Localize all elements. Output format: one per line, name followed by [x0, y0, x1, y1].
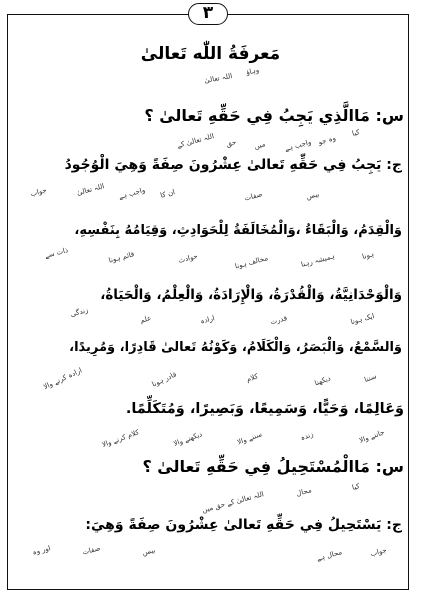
gloss: زندگی: [69, 306, 90, 319]
gloss: قدرت: [269, 314, 289, 327]
gloss: دیکھنا: [313, 374, 332, 388]
gloss: صفات: [81, 544, 102, 557]
gloss: ہونا: [361, 250, 375, 261]
gloss: محال: [295, 486, 313, 498]
gloss: ذات سے: [43, 246, 69, 261]
gloss: اور وہ: [31, 544, 52, 557]
gloss: کیا: [351, 128, 361, 138]
gloss: سننا: [363, 372, 378, 384]
gloss: ان کا: [159, 188, 176, 200]
gloss: واجب ہے: [117, 186, 147, 201]
gloss: زندہ: [299, 430, 315, 443]
gloss: جواب: [29, 186, 48, 199]
gloss: بیس: [305, 190, 321, 202]
page-title: مَعرفَةُ اللّٰه تَعالىٰ: [140, 44, 281, 64]
text-line-7-question: س: مَاالْمُسْتَحِيلُ فِي حَقِّهِ تَعالىٰ ؟: [142, 457, 404, 476]
gloss: کلام کرنے والا: [100, 428, 141, 450]
text-line-2-answer: ج: يَجِبُ فِي حَقِّهِ تَعالىٰ عِشْرُونَ صِفَةً وَهِيَ الْوُجُودُ: [64, 157, 402, 173]
gloss: ارادہ: [199, 314, 216, 326]
gloss: دیکھنے والا: [172, 430, 204, 448]
gloss: حوادث: [177, 252, 199, 265]
text-line-3: وَالْقِدَمُ، وَالْبَقَاءُ ،وَالْمُخَالَفَةُ لِلْحَوَادِثِ، وَقِيَامُهُ بِنَفْسِهِ،: [74, 223, 402, 238]
gloss: محال ہے: [315, 548, 343, 563]
gloss: اللہ تعالیٰ کے: [176, 132, 215, 150]
gloss: قائم ہونا: [107, 250, 136, 265]
gloss: بیس: [141, 546, 157, 558]
gloss: اللہ تعالیٰ: [75, 182, 106, 198]
gloss: اللہ تعالیٰ کے حق میں: [201, 490, 265, 515]
gloss: جواب: [369, 546, 388, 559]
gloss: واجب ہے: [283, 138, 313, 153]
text-line-4: وَالْوَحْدَانِيَّةُ، وَالْقُدْرَةُ، وَالْإِرَادَةُ، وَالْعِلْمُ، وَالْحَيَاةُ،: [100, 287, 402, 303]
gloss: کلام: [245, 372, 260, 384]
gloss: قادر ہونا: [150, 370, 178, 389]
text-line-5: وَالسَّمْعُ، وَالْبَصَرُ، وَالْكَلَامُ، وَكَوْنُهُ تَعالىٰ قَادِرًا، وَمُرِيدًا،: [69, 340, 402, 355]
text-line-8-answer: ج: يَسْتَحِيلُ فِي حَقِّهِ تَعالىٰ عِشْرُونَ صِفَةً وَهِيَ:: [85, 517, 402, 533]
gloss: میں: [253, 140, 267, 151]
gloss: کیا: [351, 482, 361, 492]
gloss: صفات: [243, 190, 264, 203]
gloss: ہمیشہ رہنا: [300, 252, 336, 269]
gloss: مخالف ہونا: [234, 254, 269, 271]
gloss: ایک ہونا: [349, 312, 376, 327]
gloss: وہ جو: [317, 134, 337, 147]
gloss: اللہ تعالیٰ: [203, 72, 233, 85]
gloss: حق: [225, 138, 238, 149]
gloss: سننے والا: [236, 430, 264, 447]
gloss: ارادہ کرنے والا: [42, 366, 84, 392]
text-line-6: وَعَالِمًا، وَحَيًّا، وَسَمِيعًا، وَبَصِيرًا، وَمُتَكَلِّمًا.: [125, 401, 404, 417]
gloss: علم: [139, 314, 153, 325]
page-number-badge: ٣: [188, 3, 228, 25]
gloss: وہاؤ: [245, 66, 260, 77]
gloss: جاننے والا: [358, 428, 386, 445]
text-line-1-question: س: مَاالَّذِي يَجِبُ فِي حَقِّهِ تَعالىٰ ؟: [144, 106, 404, 125]
